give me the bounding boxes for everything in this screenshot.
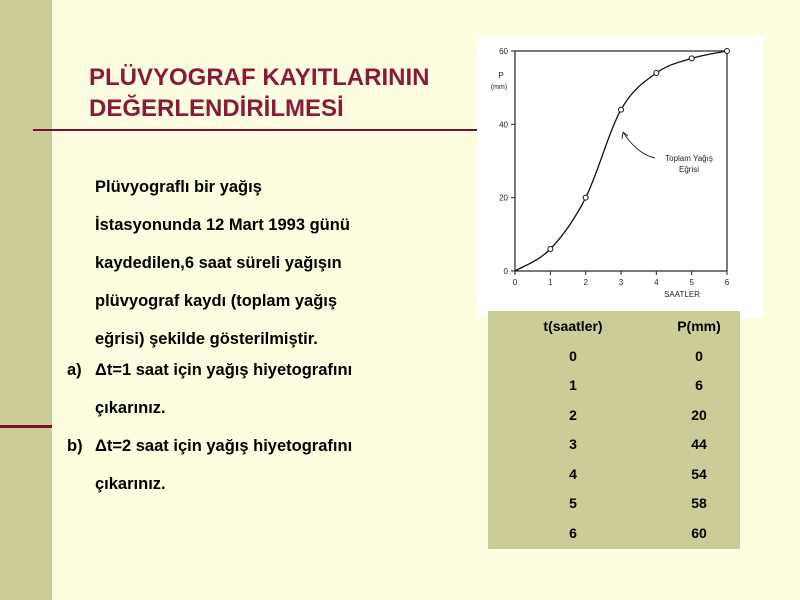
annotation-label-line2: Eğrisi xyxy=(678,165,700,174)
cell-time: 1 xyxy=(569,377,577,394)
x-axis-label: SAATLER xyxy=(664,290,700,299)
left-decor-bar xyxy=(0,0,52,600)
chart-svg xyxy=(477,36,763,318)
table-row xyxy=(488,400,740,430)
cell-time: 6 xyxy=(569,524,577,541)
table-row xyxy=(488,518,740,548)
question-line: çıkarınız. xyxy=(95,475,166,493)
y-axis-label-unit: (mm) xyxy=(490,84,508,91)
cell-precip: 6 xyxy=(695,377,703,394)
x-tick-label: 1 xyxy=(548,278,553,287)
cell-time: 3 xyxy=(569,436,577,453)
table-row xyxy=(488,341,740,371)
question-line: Δt=1 saat için yağış hiyetografını xyxy=(95,361,353,379)
cell-precip: 60 xyxy=(691,524,707,541)
slide-title xyxy=(89,62,429,124)
data-point xyxy=(619,107,624,112)
x-tick-label: 3 xyxy=(618,278,624,287)
question-text xyxy=(95,427,352,503)
intro-paragraph xyxy=(95,168,425,358)
question-line: Δt=2 saat için yağış hiyetografını xyxy=(95,437,353,455)
y-tick-label: 40 xyxy=(499,120,508,130)
table-row xyxy=(488,371,740,401)
x-tick-label: 6 xyxy=(724,278,730,287)
cell-precip: 44 xyxy=(691,436,707,453)
intro-line: eğrisi) şekilde gösterilmiştir. xyxy=(95,330,318,348)
annotation-label-line1: Toplam Yağış xyxy=(665,154,713,163)
cell-precip: 20 xyxy=(691,406,707,423)
y-axis-label-p: P xyxy=(498,71,504,80)
cell-precip: 54 xyxy=(691,465,707,482)
x-tick-label: 5 xyxy=(689,278,694,287)
y-tick-label: 0 xyxy=(503,267,508,276)
cell-time: 4 xyxy=(569,465,577,482)
cumulative-rainfall-chart xyxy=(477,36,763,318)
x-tick-label: 4 xyxy=(654,278,659,287)
question-line: çıkarınız. xyxy=(95,399,166,417)
cell-time: 5 xyxy=(569,495,577,512)
header-time: t(saatler) xyxy=(543,318,603,334)
data-point xyxy=(583,195,588,200)
question-text xyxy=(95,351,352,427)
table-row xyxy=(488,489,740,519)
table-header-row xyxy=(488,311,740,341)
header-precip: P(mm) xyxy=(677,318,721,334)
y-tick-label: 20 xyxy=(499,193,508,203)
intro-line: İstasyonunda 12 Mart 1993 günü xyxy=(95,216,350,234)
title-underline xyxy=(33,129,480,131)
rainfall-data-table xyxy=(488,311,740,549)
cell-time: 2 xyxy=(569,406,577,423)
data-point xyxy=(548,247,553,252)
left-divider-line xyxy=(0,425,52,428)
table-row xyxy=(488,459,740,489)
data-point xyxy=(689,56,694,61)
intro-line: plüvyograf kaydı (toplam yağış xyxy=(95,292,338,310)
cell-time: 0 xyxy=(569,347,577,364)
x-tick-label: 2 xyxy=(583,278,588,287)
question-label: a) xyxy=(67,361,82,379)
cell-precip: 0 xyxy=(695,347,703,364)
question-label: b) xyxy=(67,437,83,455)
data-point xyxy=(654,71,659,76)
title-line-1: PLÜVYOGRAF KAYITLARININ xyxy=(89,64,430,91)
intro-line: Plüvyograflı bir yağış xyxy=(95,178,262,196)
table-row xyxy=(488,430,740,460)
title-line-2: DEĞERLENDİRİLMESİ xyxy=(89,95,344,122)
y-tick-label: 60 xyxy=(499,47,508,56)
data-point xyxy=(725,49,730,54)
cell-precip: 58 xyxy=(691,495,707,512)
x-tick-label: 0 xyxy=(512,278,518,287)
intro-line: kaydedilen,6 saat süreli yağışın xyxy=(95,254,342,272)
